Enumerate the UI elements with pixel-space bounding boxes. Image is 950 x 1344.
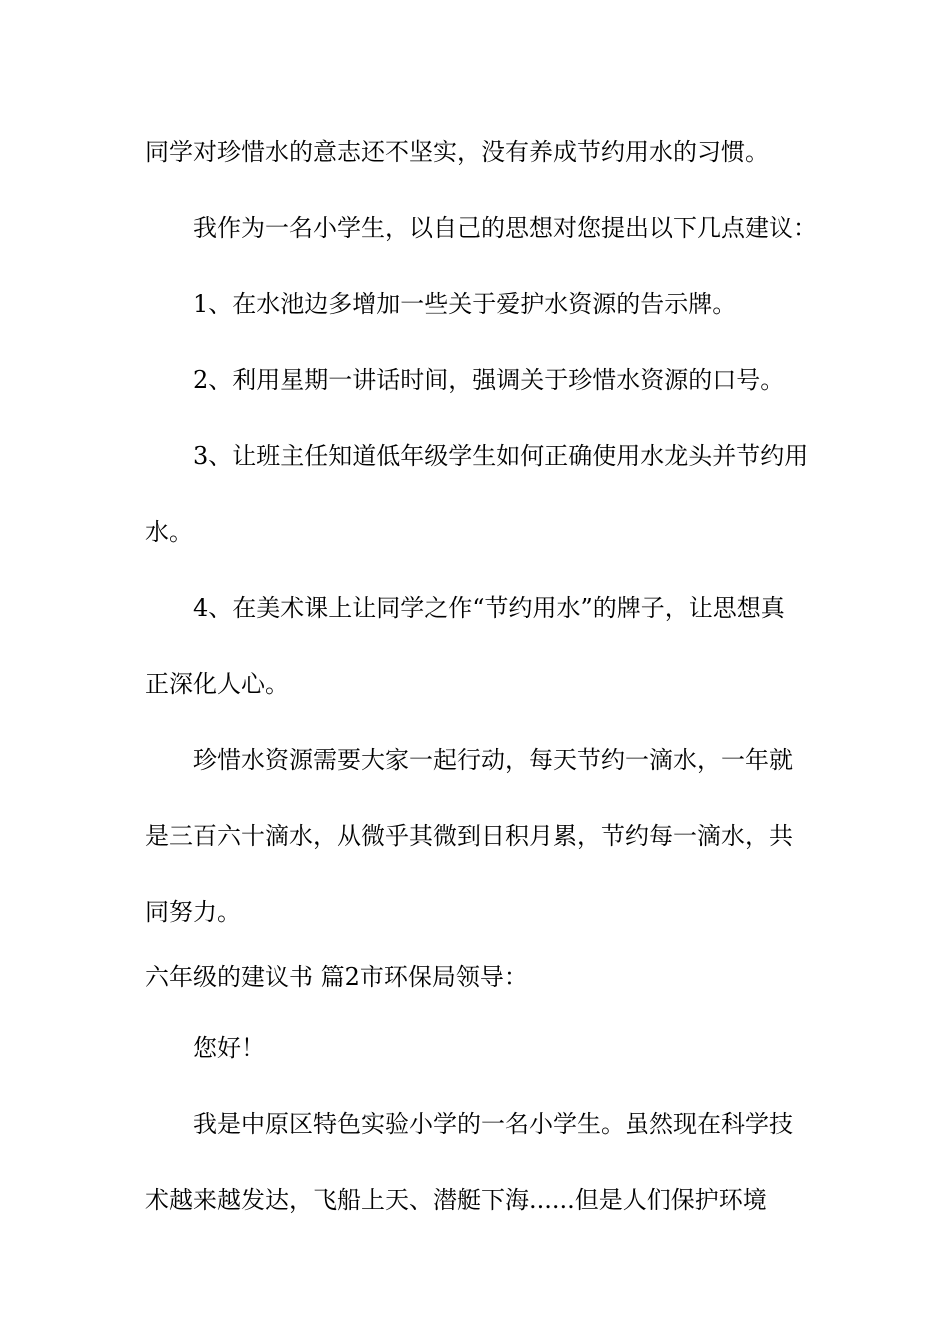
text-line: 我是中原区特色实验小学的一名小学生。虽然现在科学技 bbox=[193, 1110, 793, 1138]
list-item: 1、在水池边多增加一些关于爱护水资源的告示牌。 bbox=[193, 290, 737, 318]
text-line: 水。 bbox=[145, 518, 193, 546]
text-line: 珍惜水资源需要大家一起行动，每天节约一滴水，一年就 bbox=[193, 746, 793, 774]
list-item: 3、让班主任知道低年级学生如何正确使用水龙头并节约用 bbox=[193, 442, 809, 470]
text-line: 同学对珍惜水的意志还不坚实，没有养成节约用水的习惯。 bbox=[145, 138, 769, 166]
section-heading: 六年级的建议书 篇2市环保局领导： bbox=[145, 963, 528, 991]
salutation: 您好！ bbox=[193, 1034, 265, 1062]
text-line: 我作为一名小学生，以自己的思想对您提出以下几点建议： bbox=[193, 214, 817, 242]
text-line: 正深化人心。 bbox=[145, 670, 289, 698]
text-line: 同努力。 bbox=[145, 898, 241, 926]
text-line: 术越来越发达，飞船上天、潜艇下海......但是人们保护环境 bbox=[145, 1186, 767, 1214]
list-item: 4、在美术课上让同学之作“节约用水”的牌子，让思想真 bbox=[193, 594, 785, 622]
list-item: 2、利用星期一讲话时间，强调关于珍惜水资源的口号。 bbox=[193, 366, 785, 394]
text-line: 是三百六十滴水，从微乎其微到日积月累，节约每一滴水，共 bbox=[145, 822, 793, 850]
